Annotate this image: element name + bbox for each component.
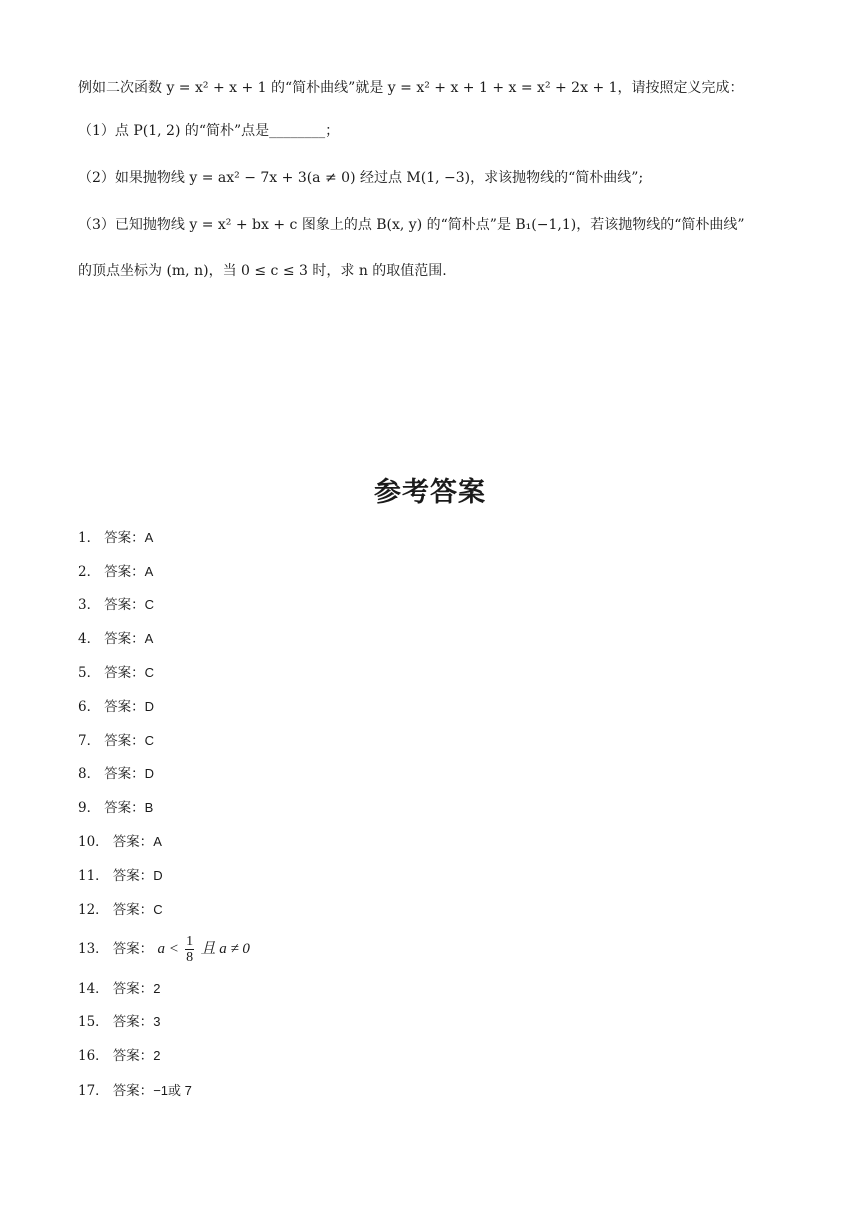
answer-number: 17． (78, 1083, 109, 1099)
answer-value: A (144, 631, 154, 646)
answer-item (78, 979, 160, 999)
answer-value: D (144, 699, 154, 714)
answer-label: 答案： (104, 597, 145, 613)
answer-number: 5． (78, 665, 101, 681)
answer-number: 9． (78, 800, 101, 816)
answer-label: 答案： (112, 902, 154, 918)
answer-item (78, 900, 163, 920)
answer-value: C (144, 733, 154, 748)
answer-value: C (153, 902, 163, 917)
question-2: （2）如果抛物线 y = ax² − 7x + 3(a ≠ 0) 经过点 M(1, −3)，求该抛物线的“简朴曲线”; (78, 170, 644, 186)
question-1: （1）点 P(1, 2) 的“简朴”点是________； (78, 123, 340, 139)
answer-condition: 且 a ≠ 0 (200, 941, 250, 957)
answer-value: 2 (153, 1048, 161, 1063)
answer-label: 答案： (104, 766, 145, 782)
answer-section-title: 参考答案 (374, 477, 486, 508)
answer-item (78, 832, 162, 852)
answer-value: 3 (153, 1014, 161, 1029)
answer-number: 1． (78, 530, 101, 546)
answer-item (78, 595, 154, 615)
answer-number: 15． (78, 1014, 109, 1030)
answer-value: A (144, 564, 154, 579)
answer-item (78, 1081, 192, 1101)
answer-label: 答案： (112, 1048, 154, 1064)
answer-inequality: a < (157, 941, 179, 957)
answer-item (78, 932, 250, 966)
answer-item (78, 629, 153, 649)
answer-number: 16． (78, 1048, 109, 1064)
answer-item (78, 528, 153, 548)
answer-value: D (144, 766, 154, 781)
answer-value: C (144, 597, 154, 612)
answer-value: D (153, 868, 163, 883)
answer-number: 4． (78, 631, 101, 647)
fraction (185, 934, 194, 965)
answer-value: B (144, 800, 154, 815)
answer-label: 答案： (104, 631, 145, 647)
answer-value: 2 (153, 981, 161, 996)
answer-item (78, 731, 154, 751)
answer-number: 12． (78, 902, 109, 918)
question-3-line-1: （3）已知抛物线 y = x² + bx + c 图象上的点 B(x, y) 的“简朴点”是 B₁(−1,1)，若该抛物线的“简朴曲线” (78, 217, 745, 233)
answer-item (78, 1046, 160, 1066)
answer-label: 答案： (112, 868, 154, 884)
answer-number: 3． (78, 597, 101, 613)
answer-label: 答案： (112, 1083, 154, 1099)
answer-label: 答案： (112, 1014, 154, 1030)
answer-number: 8． (78, 766, 101, 782)
answer-item (78, 764, 154, 784)
answer-label: 答案： (112, 834, 154, 850)
answer-number: 13． (78, 941, 109, 957)
answer-number: 6． (78, 699, 101, 715)
answer-item (78, 866, 163, 886)
answer-number: 10． (78, 834, 109, 850)
answer-item (78, 1012, 160, 1032)
answer-value: A (153, 834, 162, 849)
fraction-denominator: 8 (186, 950, 194, 965)
fraction-numerator: 1 (186, 934, 194, 949)
answer-label: 答案： (104, 733, 145, 749)
answer-label: 答案： (104, 699, 145, 715)
answer-number: 14． (78, 981, 109, 997)
answer-value: −1或 7 (153, 1083, 192, 1098)
answer-label: 答案： (112, 941, 154, 957)
answer-item (78, 798, 153, 818)
answer-label: 答案： (104, 530, 145, 546)
answer-label: 答案： (104, 564, 145, 580)
question-3-line-2: 的顶点坐标为 (m, n)，当 0 ≤ c ≤ 3 时，求 n 的取值范围. (78, 263, 447, 279)
answer-item (78, 562, 153, 582)
answer-item (78, 697, 154, 717)
answer-value: A (144, 530, 154, 545)
answer-number: 7． (78, 733, 101, 749)
answer-label: 答案： (112, 981, 154, 997)
answer-label: 答案： (104, 800, 145, 816)
answer-label: 答案： (104, 665, 145, 681)
answer-item (78, 663, 154, 683)
answer-number: 2． (78, 564, 101, 580)
problem-intro: 例如二次函数 y = x² + x + 1 的“简朴曲线”就是 y = x² + x + 1 + x = x² + 2x + 1，请按照定义完成： (78, 80, 744, 96)
answer-number: 11． (78, 868, 109, 884)
answer-value: C (144, 665, 154, 680)
